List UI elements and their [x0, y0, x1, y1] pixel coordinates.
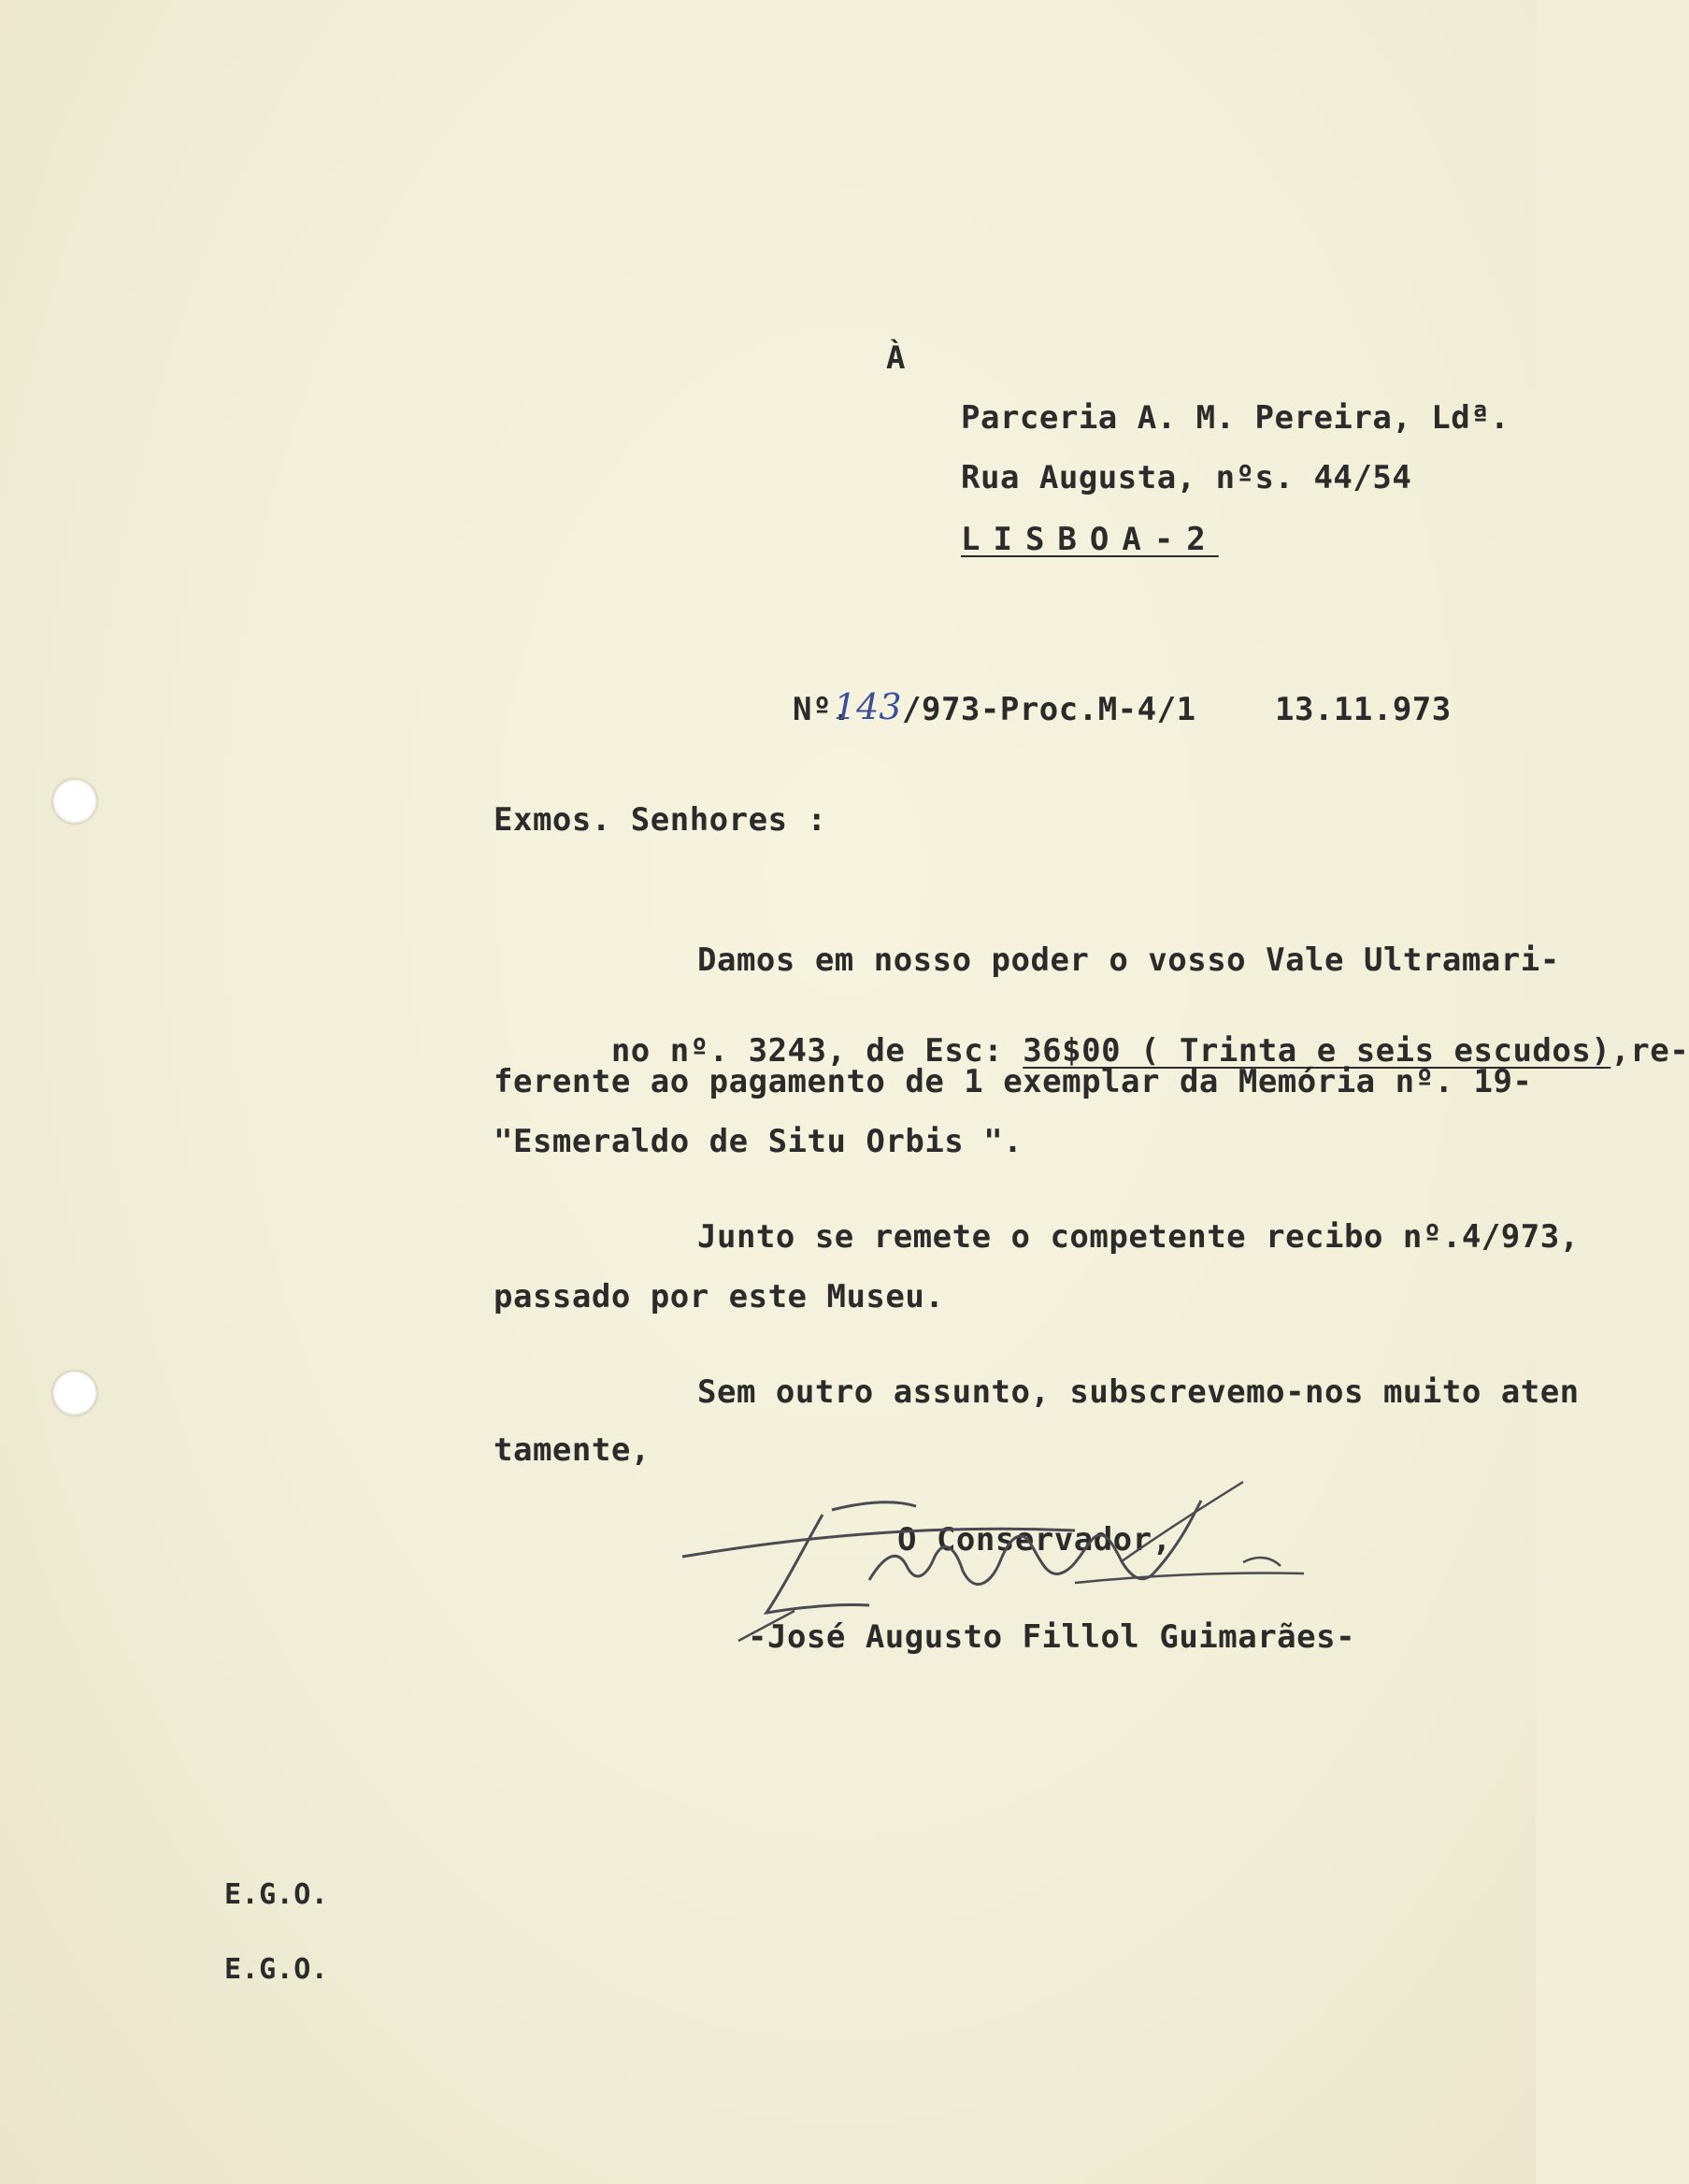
greeting: Exmos. Senhores :: [494, 801, 827, 839]
handwritten-reference-number: 143: [834, 686, 902, 727]
recipient-city: LISBOA-2: [961, 521, 1219, 558]
reference-suffix: /973-Proc.M-4/1: [902, 691, 1196, 728]
typist-initials-2: E.G.O.: [224, 1953, 329, 1986]
punch-hole-bottom: [52, 1371, 97, 1415]
signatory-name: -José Augusto Fillol Guimarães-: [748, 1618, 1356, 1656]
typist-initials-1: E.G.O.: [224, 1878, 329, 1911]
body-p3-line1: Sem outro assunto, subscrevemo-nos muito aten: [697, 1373, 1580, 1411]
closing-title: O Conservador,: [897, 1521, 1172, 1559]
recipient-name: Parceria A. M. Pereira, Ldª.: [961, 399, 1510, 437]
body-p2-line1: Junto se remete o competente recibo nº.4/973,: [697, 1218, 1580, 1256]
letter-date: 13.11.973: [1275, 691, 1452, 728]
addressee-prefix: À: [886, 339, 906, 377]
body-p1-line3: ferente ao pagamento de 1 exemplar da Memória nº. 19-: [494, 1063, 1533, 1100]
body-p1-line2-start: no nº. 3243, de Esc:: [610, 1032, 1023, 1070]
body-p1-line4: "Esmeraldo de Situ Orbis ".: [494, 1123, 1023, 1160]
payment-amount: 36$00 ( Trinta e seis escudos): [1023, 1032, 1611, 1070]
reference-prefix: Nº.: [793, 691, 852, 728]
punch-hole-top: [52, 779, 97, 824]
body-p3-line2: tamente,: [494, 1431, 651, 1469]
recipient-street: Rua Augusta, nºs. 44/54: [961, 459, 1412, 496]
body-p1-line1: Damos em nosso poder o vosso Vale Ultramari-: [697, 941, 1560, 979]
body-p2-line2: passado por este Museu.: [494, 1278, 945, 1315]
body-p1-line2-end: ,re-: [1610, 1032, 1689, 1070]
